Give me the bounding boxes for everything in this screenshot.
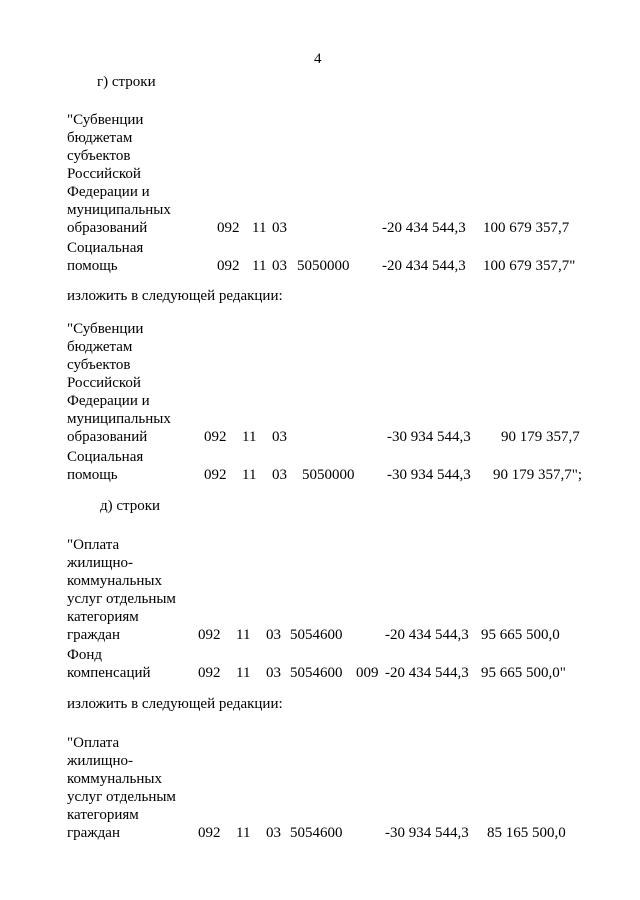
row-name-line: образований (67, 429, 148, 445)
cell-section: 11 (242, 467, 257, 483)
cell-change: -20 434 544,3 (385, 665, 469, 681)
cell-target: 5054600 (290, 825, 343, 841)
cell-change: -30 934 544,3 (385, 825, 469, 841)
row-name-line: субъектов (67, 148, 131, 164)
row-name-line: бюджетам (67, 339, 133, 355)
row-name-line: муниципальных (67, 411, 171, 427)
row-name-line: Социальная (67, 240, 144, 256)
cell-ministry: 092 (217, 220, 240, 236)
cell-subsection: 03 (266, 665, 281, 681)
cell-section: 11 (252, 258, 267, 274)
row-name-line: образований (67, 220, 148, 236)
row-name-line: Фонд (67, 647, 103, 663)
cell-total: 90 179 357,7"; (493, 467, 583, 483)
cell-target: 5050000 (302, 467, 355, 483)
cell-change: -20 434 544,3 (385, 627, 469, 643)
cell-target: 5050000 (297, 258, 350, 274)
row-name-line: жилищно- (67, 555, 133, 571)
row-name-line: граждан (67, 825, 120, 841)
cell-ministry: 092 (204, 429, 227, 445)
cell-subsection: 03 (266, 627, 281, 643)
instruction-text: изложить в следующей редакции: (67, 696, 283, 712)
row-name-line: Федерации и (67, 184, 150, 200)
cell-change: -20 434 544,3 (382, 220, 466, 236)
cell-total: 95 665 500,0 (481, 627, 560, 643)
row-name-line: компенсаций (67, 665, 151, 681)
cell-subsection: 03 (272, 220, 287, 236)
row-name-line: муниципальных (67, 202, 171, 218)
cell-subsection: 03 (272, 429, 287, 445)
row-name-line: жилищно- (67, 753, 133, 769)
cell-section: 11 (236, 665, 251, 681)
cell-ministry: 092 (217, 258, 240, 274)
cell-ministry: 092 (204, 467, 227, 483)
row-name-line: категориям (67, 609, 139, 625)
row-name-line: "Оплата (67, 735, 120, 751)
row-name-line: граждан (67, 627, 120, 643)
cell-total: 100 679 357,7 (483, 220, 570, 236)
cell-section: 11 (236, 825, 251, 841)
instruction-text: изложить в следующей редакции: (67, 288, 283, 304)
row-name-line: коммунальных (67, 771, 162, 787)
row-name-line: услуг отдельным (67, 789, 176, 805)
cell-change: -30 934 544,3 (387, 429, 471, 445)
cell-total: 85 165 500,0 (487, 825, 566, 841)
cell-section: 11 (236, 627, 251, 643)
row-name-line: категориям (67, 807, 139, 823)
cell-subsection: 03 (272, 258, 287, 274)
row-name-line: Социальная (67, 449, 144, 465)
row-name-line: бюджетам (67, 130, 133, 146)
row-name-line: Российской (67, 375, 141, 391)
cell-target: 5054600 (290, 627, 343, 643)
page-number: 4 (314, 51, 322, 67)
cell-subsection: 03 (272, 467, 287, 483)
cell-ministry: 092 (198, 665, 221, 681)
cell-ministry: 092 (198, 627, 221, 643)
cell-target: 5054600 (290, 665, 343, 681)
row-name-line: Федерации и (67, 393, 150, 409)
cell-total: 95 665 500,0" (481, 665, 566, 681)
row-name-line: субъектов (67, 357, 131, 373)
row-name-line: "Субвенции (67, 321, 144, 337)
row-name-line: услуг отдельным (67, 591, 176, 607)
row-name-line: "Оплата (67, 537, 120, 553)
row-name-line: коммунальных (67, 573, 162, 589)
cell-change: -30 934 544,3 (387, 467, 471, 483)
cell-subsection: 03 (266, 825, 281, 841)
cell-total: 100 679 357,7" (483, 258, 576, 274)
row-name-line: "Субвенции (67, 112, 144, 128)
row-name-line: Российской (67, 166, 141, 182)
cell-section: 11 (242, 429, 257, 445)
section-d-heading: д) строки (100, 498, 161, 514)
cell-ministry: 092 (198, 825, 221, 841)
cell-section: 11 (252, 220, 267, 236)
row-name-line: помощь (67, 467, 118, 483)
cell-change: -20 434 544,3 (382, 258, 466, 274)
cell-total: 90 179 357,7 (501, 429, 580, 445)
cell-expense: 009 (356, 665, 379, 681)
section-g-heading: г) строки (97, 74, 156, 90)
row-name-line: помощь (67, 258, 118, 274)
